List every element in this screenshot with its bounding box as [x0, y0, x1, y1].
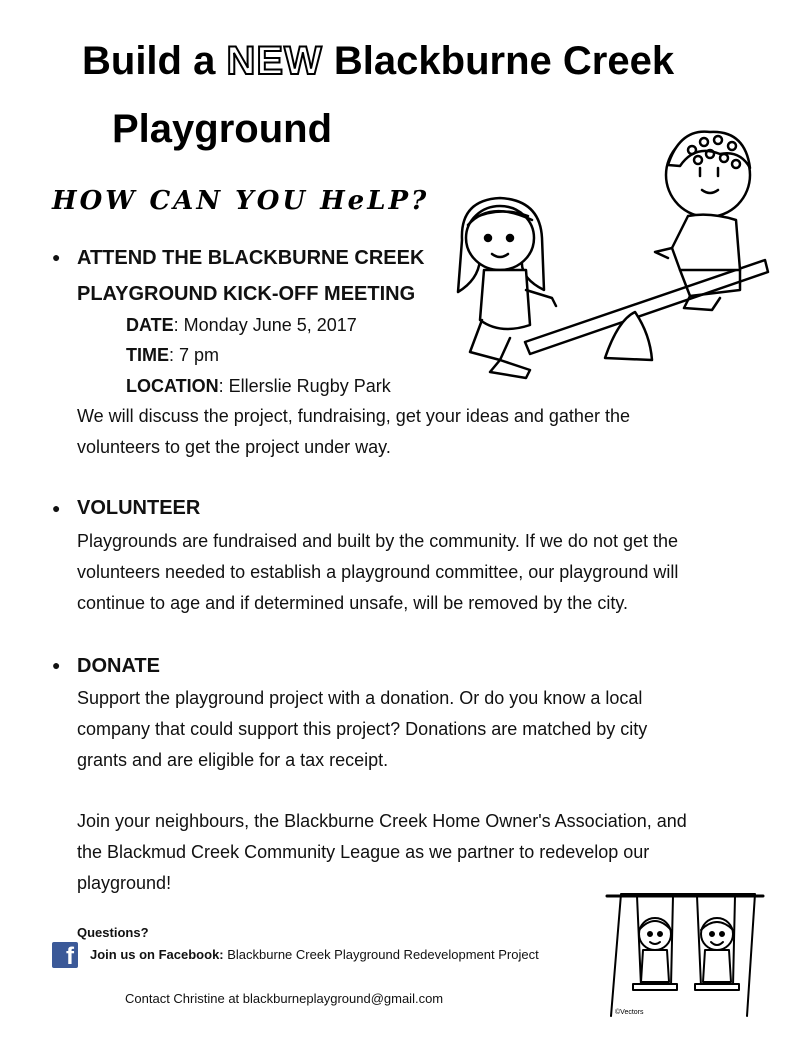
- volunteer-body-line2: volunteers needed to establish a playground committee, our playground will: [77, 562, 679, 582]
- meeting-date: [126, 310, 357, 341]
- location-label: LOCATION: [126, 376, 219, 396]
- time-label: TIME: [126, 345, 169, 365]
- attend-heading-line2: PLAYGROUND KICK-OFF MEETING: [77, 283, 416, 305]
- donate-body-line1: Support the playground project with a donation. Or do you know a local: [77, 688, 643, 708]
- contact-line[interactable]: Contact Christine at blackburneplayground@gmail.com: [125, 991, 444, 1006]
- date-value: : Monday June 5, 2017: [173, 315, 357, 335]
- title-build-a: Build a: [82, 39, 216, 83]
- volunteer-body-line1: Playgrounds are fundraised and built by the community. If we do not get the: [77, 531, 679, 551]
- join-line1: Join your neighbours, the Blackburne Creek Home Owner's Association, and: [77, 811, 687, 831]
- volunteer-body-line3: continue to age and if determined unsafe, will be removed by the city.: [77, 593, 628, 613]
- page-title-line2: Playground: [112, 107, 333, 151]
- facebook-line: [90, 946, 539, 964]
- swing-credit: ©Vectors: [615, 1009, 644, 1016]
- how-can-you-help-heading: HOW CAN YOU HeLP?: [52, 186, 430, 216]
- bullet-dot: ●: [52, 500, 61, 516]
- page-title-line1: [82, 38, 674, 84]
- volunteer-heading: VOLUNTEER: [77, 497, 201, 519]
- title-new-word: NEW: [226, 39, 323, 83]
- join-line3: playground!: [77, 873, 172, 893]
- donate-body-line3: grants and are eligible for a tax receipt.: [77, 750, 389, 770]
- attend-body-line2: volunteers to get the project under way.: [77, 437, 391, 457]
- location-value: : Ellerslie Rugby Park: [218, 376, 391, 396]
- meeting-time: [126, 340, 219, 371]
- seesaw-illustration: [440, 120, 780, 390]
- facebook-icon[interactable]: f: [52, 942, 78, 968]
- donate-body-line2: company that could support this project? Donations are matched by city: [77, 719, 648, 739]
- title-blackburne-creek: Blackburne Creek: [333, 39, 675, 83]
- facebook-label: Join us on Facebook:: [90, 947, 224, 962]
- bullet-dot: ●: [52, 249, 61, 265]
- questions-label: Questions?: [77, 925, 149, 940]
- attend-heading-line1: ATTEND THE BLACKBURNE CREEK: [77, 247, 425, 269]
- meeting-location: [126, 371, 391, 402]
- facebook-project-name[interactable]: Blackburne Creek Playground Redevelopment Project: [223, 947, 539, 962]
- donate-heading: DONATE: [77, 655, 160, 677]
- join-line2: the Blackmud Creek Community League as we partner to redevelop our: [77, 842, 650, 862]
- swing-illustration: [605, 884, 765, 1024]
- attend-body-line1: We will discuss the project, fundraising, get your ideas and gather the: [77, 406, 630, 426]
- date-label: DATE: [126, 315, 174, 335]
- bullet-dot: ●: [52, 657, 61, 673]
- time-value: : 7 pm: [169, 345, 220, 365]
